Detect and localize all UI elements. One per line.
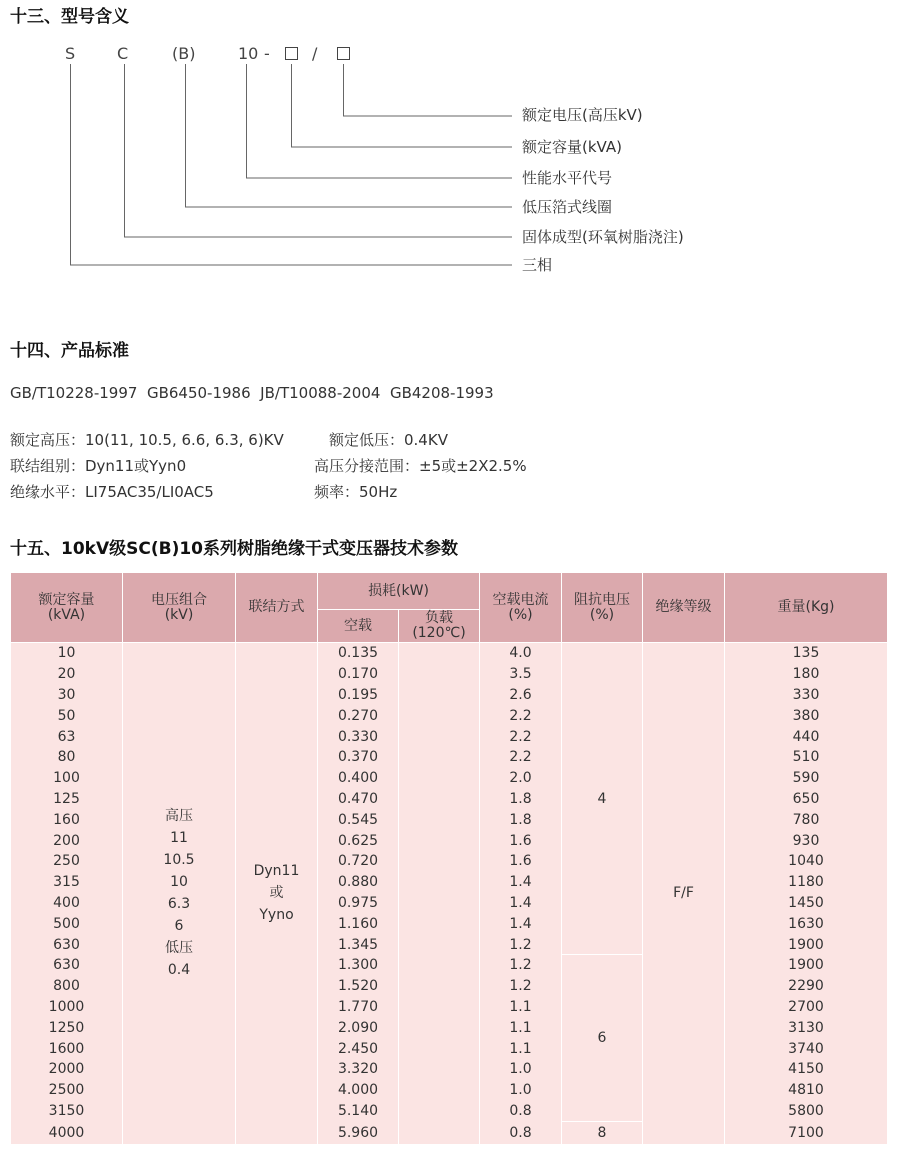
cell-load-loss [399,830,480,851]
cell-noload-loss: 5.960 [318,1121,399,1144]
cell-capacity: 500 [11,913,123,934]
cell-noload-loss: 0.720 [318,851,399,872]
cell-capacity: 4000 [11,1121,123,1144]
label-rated-voltage: 额定电压(高压kV) [522,106,643,124]
param-connection-group: 联结组别：Dyn11或Yyn0 [10,457,187,475]
cell-weight: 1180 [725,872,888,893]
label-rated-capacity: 额定容量(kVA) [522,138,622,156]
cell-capacity: 800 [11,976,123,997]
cell-voltage-combo: 高压 11 10.5 10 6.3 6 低压 0.4 [123,643,236,1144]
cell-capacity: 100 [11,768,123,789]
cell-load-loss [399,1101,480,1122]
cell-capacity: 10 [11,643,123,664]
cell-weight: 380 [725,705,888,726]
cell-capacity: 30 [11,685,123,706]
section-15-title: 十五、10kV级SC(B)10系列树脂绝缘干式变压器技术参数 [10,539,458,559]
cell-noload-loss: 3.320 [318,1059,399,1080]
cell-noload-current: 1.2 [480,976,562,997]
cell-noload-loss: 0.400 [318,768,399,789]
cell-load-loss [399,1121,480,1144]
cell-noload-current: 1.0 [480,1080,562,1101]
cell-noload-loss: 0.545 [318,809,399,830]
cell-noload-current: 1.1 [480,1038,562,1059]
cell-capacity: 3150 [11,1101,123,1122]
code-slash: / [312,44,318,63]
cell-noload-current: 2.6 [480,685,562,706]
cell-load-loss [399,955,480,976]
cell-noload-current: 0.8 [480,1101,562,1122]
label-three-phase: 三相 [522,256,553,274]
cell-noload-current: 1.4 [480,893,562,914]
cell-load-loss [399,747,480,768]
cell-weight: 330 [725,685,888,706]
cell-impedance: 6 [562,955,643,1121]
cell-capacity: 200 [11,830,123,851]
header-connection: 联结方式 [236,573,318,643]
cell-load-loss [399,809,480,830]
cell-weight: 1900 [725,934,888,955]
cell-capacity: 20 [11,664,123,685]
cell-capacity: 80 [11,747,123,768]
cell-weight: 5800 [725,1101,888,1122]
cell-load-loss [399,913,480,934]
cell-weight: 1040 [725,851,888,872]
cell-noload-current: 2.2 [480,747,562,768]
cell-weight: 180 [725,664,888,685]
cell-load-loss [399,643,480,664]
cell-weight: 4810 [725,1080,888,1101]
cell-capacity: 63 [11,726,123,747]
cell-weight: 440 [725,726,888,747]
cell-noload-current: 2.2 [480,726,562,747]
cell-load-loss [399,851,480,872]
cell-noload-loss: 0.470 [318,789,399,810]
param-insulation-level: 绝缘水平：LI75AC35/LI0AC5 [10,483,214,501]
cell-capacity: 400 [11,893,123,914]
cell-noload-loss: 0.195 [318,685,399,706]
cell-load-loss [399,768,480,789]
cell-noload-loss: 1.770 [318,997,399,1018]
cell-weight: 930 [725,830,888,851]
cell-noload-loss: 4.000 [318,1080,399,1101]
cell-load-loss [399,1017,480,1038]
cell-load-loss [399,726,480,747]
cell-noload-loss: 0.270 [318,705,399,726]
code-b: (B) [172,44,196,63]
cell-noload-current: 1.1 [480,1017,562,1038]
label-foil-winding: 低压箔式线圈 [522,198,613,216]
cell-noload-current: 1.4 [480,872,562,893]
cell-load-loss [399,685,480,706]
header-loss-load: 负载(120℃) [399,610,480,643]
cell-impedance: 4 [562,643,643,955]
cell-noload-current: 4.0 [480,643,562,664]
cell-weight: 590 [725,768,888,789]
code-dash: - [264,44,270,63]
cell-weight: 2290 [725,976,888,997]
cell-connection: Dyn11 或 Yyno [236,643,318,1144]
cell-load-loss [399,664,480,685]
cell-noload-current: 1.4 [480,913,562,934]
cell-noload-loss: 0.625 [318,830,399,851]
cell-noload-current: 1.2 [480,934,562,955]
label-performance-code: 性能水平代号 [522,169,613,187]
cell-load-loss [399,976,480,997]
cell-weight: 4150 [725,1059,888,1080]
cell-noload-loss: 0.975 [318,893,399,914]
cell-noload-current: 2.0 [480,768,562,789]
code-10: 10 [238,44,259,63]
cell-capacity: 1250 [11,1017,123,1038]
param-tap-range: 高压分接范围：±5或±2X2.5% [314,457,527,475]
cell-insulation: F/F [643,643,725,1144]
cell-load-loss [399,1080,480,1101]
cell-capacity: 2500 [11,1080,123,1101]
header-noload-current: 空载电流 (%) [480,573,562,643]
cell-weight: 1630 [725,913,888,934]
header-loss-noload: 空载 [318,610,399,643]
cell-noload-loss: 1.160 [318,913,399,934]
cell-capacity: 315 [11,872,123,893]
cell-noload-loss: 1.300 [318,955,399,976]
cell-load-loss [399,934,480,955]
code-c: C [117,44,129,63]
cell-weight: 650 [725,789,888,810]
cell-weight: 7100 [725,1121,888,1144]
cell-noload-current: 1.6 [480,851,562,872]
param-frequency: 频率：50Hz [314,483,398,501]
spec-table [10,572,888,1144]
cell-noload-loss: 5.140 [318,1101,399,1122]
cell-weight: 3130 [725,1017,888,1038]
model-connector-lines [0,0,900,290]
standards-list: GB/T10228-1997 GB6450-1986 JB/T10088-2004 GB4208-1993 [10,384,494,402]
cell-impedance: 8 [562,1121,643,1144]
cell-weight: 1450 [725,893,888,914]
header-weight: 重量(Kg) [725,573,888,643]
cell-load-loss [399,893,480,914]
header-insulation: 绝缘等级 [643,573,725,643]
cell-capacity: 2000 [11,1059,123,1080]
cell-load-loss [399,789,480,810]
cell-noload-loss: 0.330 [318,726,399,747]
cell-noload-loss: 0.880 [318,872,399,893]
header-voltage: 电压组合 (kV) [123,573,236,643]
code-s: S [65,44,76,63]
cell-capacity: 630 [11,955,123,976]
cell-capacity: 250 [11,851,123,872]
cell-noload-current: 0.8 [480,1121,562,1144]
cell-weight: 135 [725,643,888,664]
cell-load-loss [399,1038,480,1059]
cell-noload-loss: 0.135 [318,643,399,664]
cell-noload-loss: 0.170 [318,664,399,685]
cell-weight: 780 [725,809,888,830]
cell-weight: 2700 [725,997,888,1018]
cell-noload-loss: 2.450 [318,1038,399,1059]
cell-noload-current: 1.8 [480,789,562,810]
cell-noload-current: 1.1 [480,997,562,1018]
cell-weight: 3740 [725,1038,888,1059]
cell-weight: 510 [725,747,888,768]
cell-noload-current: 1.6 [480,830,562,851]
cell-noload-current: 1.2 [480,955,562,976]
cell-weight: 1900 [725,955,888,976]
cell-capacity: 1600 [11,1038,123,1059]
cell-load-loss [399,705,480,726]
cell-noload-current: 2.2 [480,705,562,726]
cell-load-loss [399,997,480,1018]
param-rated-hv: 额定高压：10(11, 10.5, 6.6, 6.3, 6)KV [10,431,284,449]
label-solid-cast: 固体成型(环氧树脂浇注) [522,228,684,246]
cell-noload-current: 3.5 [480,664,562,685]
cell-capacity: 125 [11,789,123,810]
cell-load-loss [399,1059,480,1080]
section-13-title: 十三、型号含义 [10,7,129,27]
section-14-title: 十四、产品标准 [10,341,129,361]
cell-noload-loss: 2.090 [318,1017,399,1038]
table-row [11,643,888,664]
cell-noload-current: 1.0 [480,1059,562,1080]
header-capacity: 额定容量 (kVA) [11,573,123,643]
cell-capacity: 50 [11,705,123,726]
cell-capacity: 160 [11,809,123,830]
header-impedance: 阻抗电压 (%) [562,573,643,643]
cell-capacity: 1000 [11,997,123,1018]
cell-capacity: 630 [11,934,123,955]
cell-load-loss [399,872,480,893]
cell-noload-current: 1.8 [480,809,562,830]
header-loss: 损耗(kW) [318,573,480,610]
cell-noload-loss: 1.345 [318,934,399,955]
spec-table-body [11,643,888,1144]
cell-noload-loss: 1.520 [318,976,399,997]
cell-noload-loss: 0.370 [318,747,399,768]
param-rated-lv: 额定低压：0.4KV [329,431,448,449]
